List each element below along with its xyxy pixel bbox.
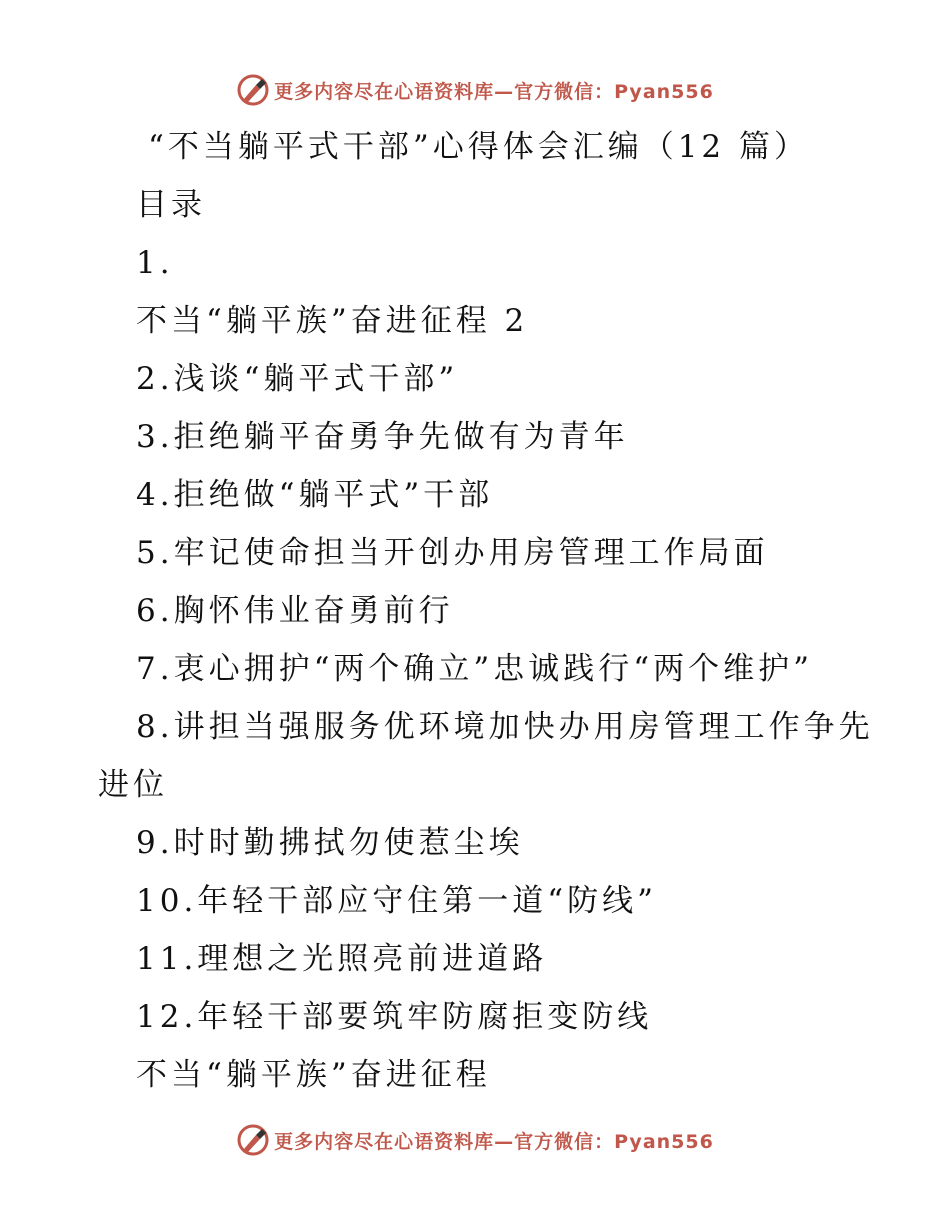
- toc-item: 11.理想之光照亮前进道路: [136, 941, 548, 977]
- toc-item: 10.年轻干部应守住第一道“防线”: [136, 883, 657, 919]
- toc-item: 8.讲担当强服务优环境加快办用房管理工作争先: [136, 709, 874, 745]
- header-banner-text: 更多内容尽在心语资料库—官方微信：Pyan556: [274, 80, 714, 103]
- toc-item: 12.年轻干部要筑牢防腐拒变防线: [136, 999, 653, 1035]
- header-banner: [0, 70, 950, 110]
- pen-logo-icon: [236, 1123, 270, 1157]
- toc-item: 3.拒绝躺平奋勇争先做有为青年: [136, 419, 629, 455]
- toc-item: 1.: [136, 245, 174, 281]
- footer-banner-text: 更多内容尽在心语资料库—官方微信：Pyan556: [274, 1130, 714, 1153]
- toc-item: 2.浅谈“躺平式干部”: [136, 361, 459, 397]
- toc-item: 5.牢记使命担当开创办用房管理工作局面: [136, 535, 769, 571]
- document-body: [98, 118, 874, 1104]
- toc-item: 不当“躺平族”奋进征程 2: [136, 303, 529, 339]
- footer-banner: [0, 1120, 950, 1160]
- toc-item: 9.时时勤拂拭勿使惹尘埃: [136, 825, 524, 861]
- section-heading: 不当“躺平族”奋进征程: [136, 1057, 491, 1093]
- document-title: “不当躺平式干部”心得体会汇编（12 篇）: [148, 129, 809, 165]
- toc-item: 6.胸怀伟业奋勇前行: [136, 593, 454, 629]
- toc-item: 7.衷心拥护“两个确立”忠诚践行“两个维护”: [136, 651, 813, 687]
- toc-item: 4.拒绝做“躺平式”干部: [136, 477, 494, 513]
- pen-logo-icon: [236, 73, 270, 107]
- toc-item-continuation: 进位: [98, 767, 168, 803]
- toc-heading: 目录: [136, 187, 206, 223]
